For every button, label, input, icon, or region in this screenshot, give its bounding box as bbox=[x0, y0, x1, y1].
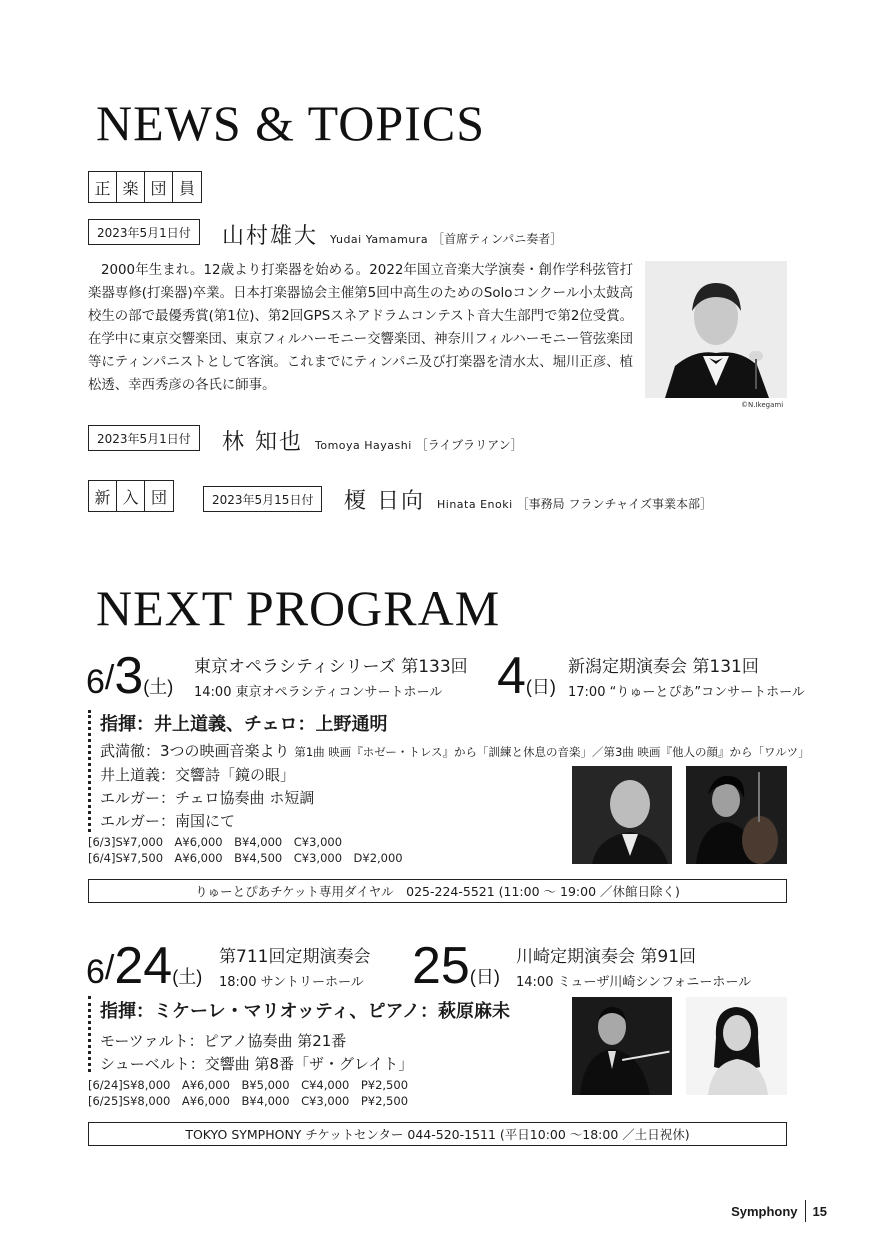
p1-price2: [6/4]S¥7,500 A¥6,000 B¥4,500 C¥3,000 D¥2,000 bbox=[88, 851, 403, 865]
p2-price2: [6/25]S¥8,000 A¥6,000 B¥4,000 C¥3,000 P¥2,500 bbox=[88, 1094, 409, 1108]
p2-conductor: 指揮：ミケーレ・マリオッティ、ピアノ：萩原麻未 bbox=[100, 1001, 511, 1022]
member2-role: ［ライブラリアン］ bbox=[415, 438, 523, 452]
member1-role: ［首席ティンパニ奏者］ bbox=[432, 232, 563, 246]
p1-price1: [6/3]S¥7,000 A¥6,000 B¥4,000 C¥3,000 bbox=[88, 835, 343, 849]
p1-date2: 4(日) bbox=[497, 647, 556, 705]
category-new-members: 新 入 団 bbox=[88, 480, 174, 512]
p1-work4: エルガー：南国にて bbox=[100, 812, 236, 830]
member1-name: 山村雄大 bbox=[222, 224, 319, 249]
p2-work2: シューベルト：交響曲 第8番「ザ・グレイト」 bbox=[100, 1055, 414, 1073]
program-section-title: NEXT PROGRAM bbox=[88, 583, 500, 633]
member3-heading bbox=[344, 484, 712, 515]
p1-concert1: 東京オペラシティシリーズ 第133回 14:00 東京オペラシティコンサートホール bbox=[194, 657, 468, 700]
p1-ticket-info: りゅーとぴあチケット専用ダイヤル 025-224-5521 (11:00 ～ 19:00 ／休館日除く) bbox=[88, 879, 787, 903]
member1-heading bbox=[222, 219, 562, 250]
p1-conductor: 指揮：井上道義、チェロ：上野通明 bbox=[100, 714, 388, 735]
member1-date: 2023年5月1日付 bbox=[88, 219, 200, 245]
category-regular-members: 正 楽 団 員 bbox=[88, 171, 202, 203]
page-number: 15 bbox=[812, 1203, 827, 1219]
news-section-title: NEWS & TOPICS bbox=[88, 98, 485, 148]
member2-date: 2023年5月1日付 bbox=[88, 425, 200, 451]
p2-conductor-photo bbox=[572, 997, 672, 1095]
member1-bio: 2000年生まれ。12歳より打楽器を始める。2022年国立音楽大学演奏・創作学科弦管打楽器専修(打楽器)卒業。日本打楽器協会主催第5回中高生のためのSoloコンクール小太鼓高校生の部で最優秀賞(第1位)、第2回GPSスネアドラムコンテスト音大生部門で第2位受賞。在学中に東京交響楽団、東京フィルハーモニー交響楽団、神奈川フィルハーモニー管弦楽団等にティンパニストとして客演。これまでにティンパニ及び打楽器を清水太、堀川正彦、植松透、幸西秀彦の各氏に師事。 bbox=[88, 263, 633, 393]
p1-work1: 武満徹：3つの映画音楽より 第1曲 映画『ホゼー・トレス』から「訓練と休息の音楽」／第3曲 映画『他人の顔』から「ワルツ」 bbox=[100, 742, 810, 760]
member3-name: 榎 日向 bbox=[344, 489, 425, 514]
p2-ticket-info: TOKYO SYMPHONY チケットセンター 044-520-1511 (平日10:00 ～18:00 ／土日祝休) bbox=[88, 1122, 787, 1146]
member2-roman: Tomoya Hayashi bbox=[315, 439, 412, 452]
p2-pianist-photo bbox=[686, 997, 787, 1095]
p2-concert1: 第711回定期演奏会 18:00 サントリーホール bbox=[219, 947, 371, 990]
member1-photo bbox=[645, 261, 787, 398]
p1-dotline bbox=[88, 710, 92, 832]
p1-cellist-photo bbox=[686, 766, 787, 864]
page-footer bbox=[731, 1200, 827, 1222]
member3-role: ［事務局 フランチャイズ事業本部］ bbox=[516, 497, 713, 511]
p2-date2: 25(日) bbox=[412, 937, 500, 995]
member1-roman: Yudai Yamamura bbox=[330, 233, 429, 246]
member2-heading bbox=[222, 425, 523, 456]
member3-roman: Hinata Enoki bbox=[437, 498, 513, 511]
p1-work2: 井上道義：交響詩「鏡の眼」 bbox=[100, 766, 296, 784]
p1-concert2: 新潟定期演奏会 第131回 17:00 “りゅーとぴあ”コンサートホール bbox=[568, 657, 805, 700]
p2-date: 6/24(土) bbox=[86, 937, 203, 995]
p1-work3: エルガー：チェロ協奏曲 ホ短調 bbox=[100, 789, 315, 807]
footer-brand: Symphony bbox=[731, 1203, 798, 1219]
p1-conductor-photo bbox=[572, 766, 672, 864]
p2-dotline bbox=[88, 996, 92, 1072]
photo-credit: ©N.Ikegami bbox=[741, 401, 784, 409]
p2-work1: モーツァルト：ピアノ協奏曲 第21番 bbox=[100, 1032, 347, 1050]
p2-concert2: 川崎定期演奏会 第91回 14:00 ミューザ川崎シンフォニーホール bbox=[516, 947, 752, 990]
p1-date: 6/3(土) bbox=[86, 647, 174, 705]
footer-divider bbox=[805, 1200, 806, 1222]
p2-price1: [6/24]S¥8,000 A¥6,000 B¥5,000 C¥4,000 P¥2,500 bbox=[88, 1078, 409, 1092]
member3-date: 2023年5月15日付 bbox=[203, 486, 322, 512]
member2-name: 林 知也 bbox=[222, 430, 303, 455]
